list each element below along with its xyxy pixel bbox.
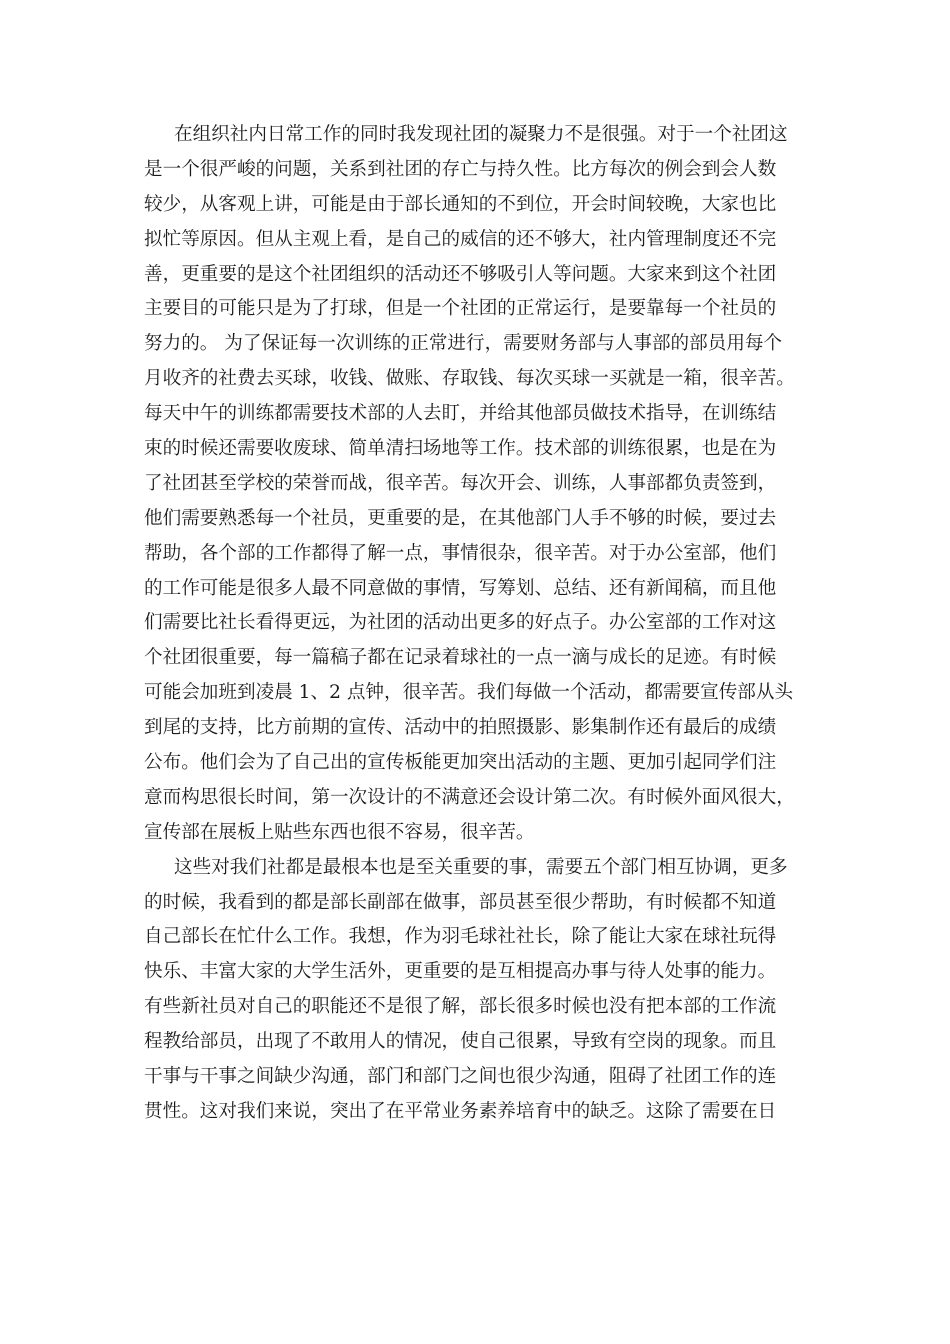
text-line: 是一个很严峻的问题，关系到社团的存亡与持久性。比方每次的例会到会人数 bbox=[144, 158, 777, 180]
text-line: 宣传部在展板上贴些东西也很不容易，很辛苦。 bbox=[144, 821, 535, 843]
text-line: 在组织社内日常工作的同时我发现社团的凝聚力不是很强。对于一个社团这 bbox=[174, 124, 788, 145]
text-line: 到尾的支持，比方前期的宣传、活动中的拍照摄影、影集制作还有最后的成绩 bbox=[144, 717, 777, 739]
text-line: 的工作可能是很多人最不同意做的事情，写筹划、总结、还有新闻稿，而且他 bbox=[144, 577, 777, 599]
text-line: 公布。他们会为了自己出的宣传板能更加突出活动的主题、更加引起同学们注 bbox=[144, 752, 777, 774]
text-line: 有些新社员对自己的职能还不是很了解，部长很多时候也没有把本部的工作流 bbox=[144, 996, 777, 1018]
paragraph-1 bbox=[144, 118, 806, 851]
text-line: 束的时候还需要收废球、简单清扫场地等工作。技术部的训练很累，也是在为 bbox=[144, 438, 777, 460]
text-line: 主要目的可能只是为了打球，但是一个社团的正常运行，是要靠每一个社员的 bbox=[144, 298, 777, 320]
text-line: 个社团很重要，每一篇稿子都在记录着球社的一点一滴与成长的足迹。有时候 bbox=[144, 647, 777, 669]
text-line: 的时候，我看到的都是部长副部在做事，部员甚至很少帮助，有时候都不知道 bbox=[144, 891, 777, 913]
text-line: 善，更重要的是这个社团组织的活动还不够吸引人等问题。大家来到这个社团 bbox=[144, 263, 777, 285]
paragraph-2 bbox=[144, 851, 806, 1130]
text-line: 努力的。 为了保证每一次训练的正常进行，需要财务部与人事部的部员用每个 bbox=[144, 333, 783, 355]
text-line: 自己部长在忙什么工作。我想，作为羽毛球社社长，除了能让大家在球社玩得 bbox=[144, 926, 777, 948]
text-line: 意而构思很长时间，第一次设计的不满意还会设计第二次。有时候外面风很大， bbox=[144, 786, 795, 808]
text-line: 拟忙等原因。但从主观上看，是自己的威信的还不够大，社内管理制度还不完 bbox=[144, 228, 777, 250]
text-line: 这些对我们社都是最根本也是至关重要的事，需要五个部门相互协调，更多 bbox=[174, 856, 788, 878]
body-text bbox=[144, 118, 806, 1130]
text-line: 月收齐的社费去买球，收钱、做账、存取钱、每次买球一买就是一箱，很辛苦。 bbox=[144, 368, 795, 390]
text-line: 较少，从客观上讲，可能是由于部长通知的不到位，开会时间较晚，大家也比 bbox=[144, 193, 777, 215]
text-line: 他们需要熟悉每一个社员，更重要的是，在其他部门人手不够的时候，要过去 bbox=[144, 507, 777, 529]
text-line: 可能会加班到凌晨 1、2 点钟，很辛苦。我们每做一个活动，都需要宣传部从头 bbox=[144, 682, 794, 704]
text-line: 程教给部员，出现了不敢用人的情况，使自己很累，导致有空岗的现象。而且 bbox=[144, 1031, 777, 1053]
text-line: 干事与干事之间缺少沟通，部门和部门之间也很少沟通，阻碍了社团工作的连 bbox=[144, 1066, 777, 1088]
text-line: 贯性。这对我们来说，突出了在平常业务素养培育中的缺乏。这除了需要在日 bbox=[144, 1100, 777, 1122]
text-line: 每天中午的训练都需要技术部的人去盯，并给其他部员做技术指导，在训练结 bbox=[144, 403, 777, 425]
text-line: 了社团甚至学校的荣誉而战，很辛苦。每次开会、训练，人事部都负责签到， bbox=[144, 472, 777, 494]
text-line: 快乐、丰富大家的大学生活外，更重要的是互相提高办事与待人处事的能力。 bbox=[144, 961, 777, 983]
text-line: 们需要比社长看得更远，为社团的活动出更多的好点子。办公室部的工作对这 bbox=[144, 612, 777, 634]
text-line: 帮助，各个部的工作都得了解一点，事情很杂，很辛苦。对于办公室部，他们 bbox=[144, 542, 777, 564]
